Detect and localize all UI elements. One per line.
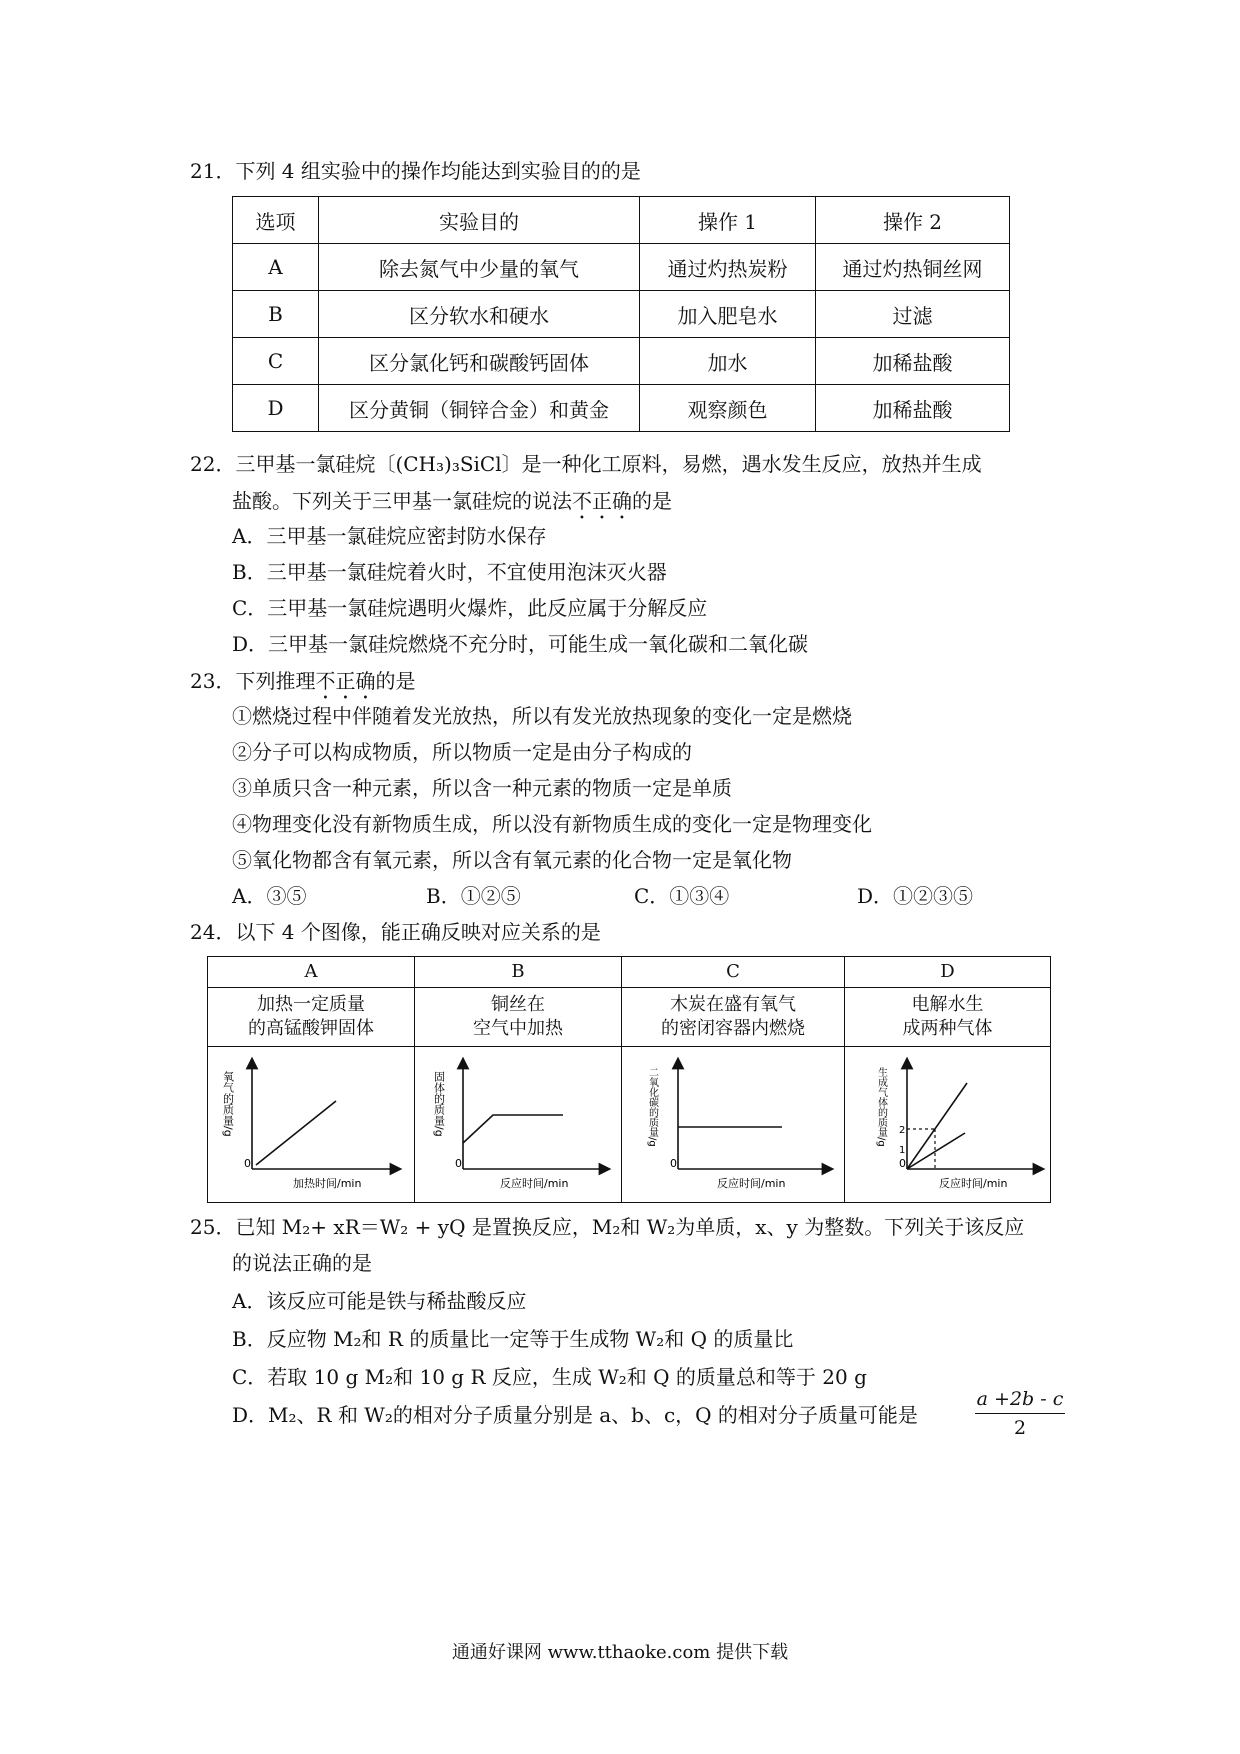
q23-stem-text-end: 的是 [375, 669, 416, 693]
q25-option-b: B．反应物 M₂和 R 的质量比一定等于生成物 W₂和 Q 的质量比 [232, 1327, 794, 1351]
q23-option-c: C．①③④ [634, 884, 730, 908]
table-cell: 通过灼热铜丝网 [816, 244, 1010, 291]
q23-statement-3: ③单质只含一种元素，所以含一种元素的物质一定是单质 [232, 776, 732, 800]
q23-statement-4: ④物理变化没有新物质生成，所以没有新物质生成的变化一定是物理变化 [232, 812, 872, 836]
y-label: 氧气的质量/g [221, 1071, 235, 1137]
q25-fraction [975, 1388, 1065, 1439]
x-label: 反应时间/min [717, 1177, 786, 1190]
header-cell: 操作 2 [816, 197, 1010, 244]
table-row [233, 385, 1010, 432]
col-desc-d: 电解水生 成两种气体 [845, 988, 1051, 1047]
origin-label: 0 [670, 1157, 677, 1170]
q22-option-b: B．三甲基一氯硅烷着火时，不宜使用泡沫灭火器 [232, 560, 667, 584]
x-label: 反应时间/min [939, 1177, 1008, 1190]
table-cell: 区分软水和硬水 [319, 291, 640, 338]
q23-statement-2: ②分子可以构成物质，所以物质一定是由分子构成的 [232, 740, 692, 764]
table-row [208, 1047, 1051, 1203]
graph-line-1 [907, 1083, 967, 1169]
col-desc-a: 加热一定质量 的高锰酸钾固体 [208, 988, 415, 1047]
table-cell: 通过灼热炭粉 [640, 244, 816, 291]
graph-c [622, 1047, 844, 1195]
q22-stem-line2 [232, 489, 672, 524]
graph-a [208, 1047, 414, 1195]
q25-option-a: A．该反应可能是铁与稀盐酸反应 [232, 1289, 527, 1313]
table-cell: 除去氮气中少量的氧气 [319, 244, 640, 291]
header-cell: 实验目的 [319, 197, 640, 244]
table-cell: C [233, 338, 319, 385]
page-footer: 通通好课网 www.tthaoke.com 提供下载 [451, 1642, 789, 1663]
origin-label: 0 [455, 1157, 462, 1170]
header-cell: 选项 [233, 197, 319, 244]
origin-label: 0 [899, 1157, 906, 1170]
table-row [233, 197, 1010, 244]
col-letter-c: C [622, 957, 845, 988]
table-row [233, 244, 1010, 291]
table-cell: A [233, 244, 319, 291]
origin-label: 0 [244, 1157, 251, 1170]
q25-option-d: D．M₂、R 和 W₂的相对分子质量分别是 a、b、c，Q 的相对分子质量可能是 [232, 1403, 918, 1427]
x-label: 加热时间/min [293, 1177, 362, 1190]
graph-b-cell [415, 1047, 622, 1203]
col-letter-d: D [845, 957, 1051, 988]
q24-table [207, 956, 1051, 1203]
graph-d [845, 1047, 1050, 1195]
col-desc-b: 铜丝在 空气中加热 [415, 988, 622, 1047]
q23-option-b: B．①②⑤ [426, 884, 521, 908]
col-letter-b: B [415, 957, 622, 988]
q23-statement-5: ⑤氧化物都含有氧元素，所以含有氧元素的化合物一定是氧化物 [232, 848, 792, 872]
x-label: 反应时间/min [500, 1177, 569, 1190]
col-desc-c: 木炭在盛有氧气 的密闭容器内燃烧 [622, 988, 845, 1047]
q23-emphasis: 不正确 [315, 669, 376, 693]
table-row [208, 957, 1051, 988]
q23-statement-1: ①燃烧过程中伴随着发光放热，所以有发光放热现象的变化一定是燃烧 [232, 704, 852, 728]
graph-line-2 [907, 1133, 965, 1169]
q22-stem-text: 盐酸。下列关于三甲基一氯硅烷的说法 [232, 489, 572, 513]
q25-option-c: C．若取 10 g M₂和 10 g R 反应，生成 W₂和 Q 的质量总和等于 20 g [232, 1365, 867, 1389]
q24-stem: 24．以下 4 个图像，能正确反映对应关系的是 [190, 920, 601, 944]
tick-label-1: 1 [899, 1145, 906, 1156]
q23-option-d: D．①②③⑤ [857, 884, 974, 908]
col-letter-a: A [208, 957, 415, 988]
table-cell: 加稀盐酸 [816, 338, 1010, 385]
header-cell: 操作 1 [640, 197, 816, 244]
q22-option-c: C．三甲基一氯硅烷遇明火爆炸，此反应属于分解反应 [232, 596, 708, 620]
table-cell: 加入肥皂水 [640, 291, 816, 338]
q23-stem-text: 23．下列推理 [190, 669, 316, 693]
q22-option-a: A．三甲基一氯硅烷应密封防水保存 [232, 524, 547, 548]
q25-stem-line2: 的说法正确的是 [232, 1251, 372, 1275]
y-label: 生成气体的质量/g [875, 1067, 887, 1147]
fraction-denominator: 2 [1013, 1417, 1027, 1439]
fraction-bar [975, 1413, 1065, 1414]
q21-table [232, 196, 1010, 432]
graph-d-cell [845, 1047, 1051, 1203]
table-cell: B [233, 291, 319, 338]
graph-a-cell [208, 1047, 415, 1203]
table-row [233, 338, 1010, 385]
graph-line [256, 1101, 336, 1165]
table-cell: 观察颜色 [640, 385, 816, 432]
table-cell: 区分黄铜（铜锌合金）和黄金 [319, 385, 640, 432]
q23-option-a: A．③⑤ [232, 884, 307, 908]
q22-stem-text-end: 的是 [632, 489, 672, 513]
table-cell: 区分氯化钙和碳酸钙固体 [319, 338, 640, 385]
table-cell: 加水 [640, 338, 816, 385]
q22-option-d: D．三甲基一氯硅烷燃烧不充分时，可能生成一氧化碳和二氧化碳 [232, 632, 809, 656]
tick-label-2: 2 [899, 1125, 906, 1136]
q22-emphasis: 不正确 [572, 489, 632, 513]
fraction-numerator: a +2b - c [976, 1388, 1064, 1410]
y-label: 二氧化碳的质量/g [646, 1067, 658, 1147]
table-row [233, 291, 1010, 338]
graph-b [415, 1047, 621, 1195]
graph-c-cell [622, 1047, 845, 1203]
table-row [208, 988, 1051, 1047]
table-cell: 过滤 [816, 291, 1010, 338]
q25-stem-line1: 25．已知 M₂+ xR＝W₂ + yQ 是置换反应，M₂和 W₂为单质，x、y 为整数。下列关于该反应 [190, 1215, 1025, 1239]
q21-stem: 21．下列 4 组实验中的操作均能达到实验目的的是 [190, 159, 641, 183]
q23-stem [190, 669, 415, 704]
y-label: 固体的质量/g [432, 1071, 446, 1137]
table-cell: 加稀盐酸 [816, 385, 1010, 432]
graph-line [463, 1115, 563, 1143]
q22-stem-line1: 22．三甲基一氯硅烷〔(CH₃)₃SiCl〕是一种化工原料，易燃，遇水发生反应，放热并生成 [190, 452, 982, 476]
table-cell: D [233, 385, 319, 432]
